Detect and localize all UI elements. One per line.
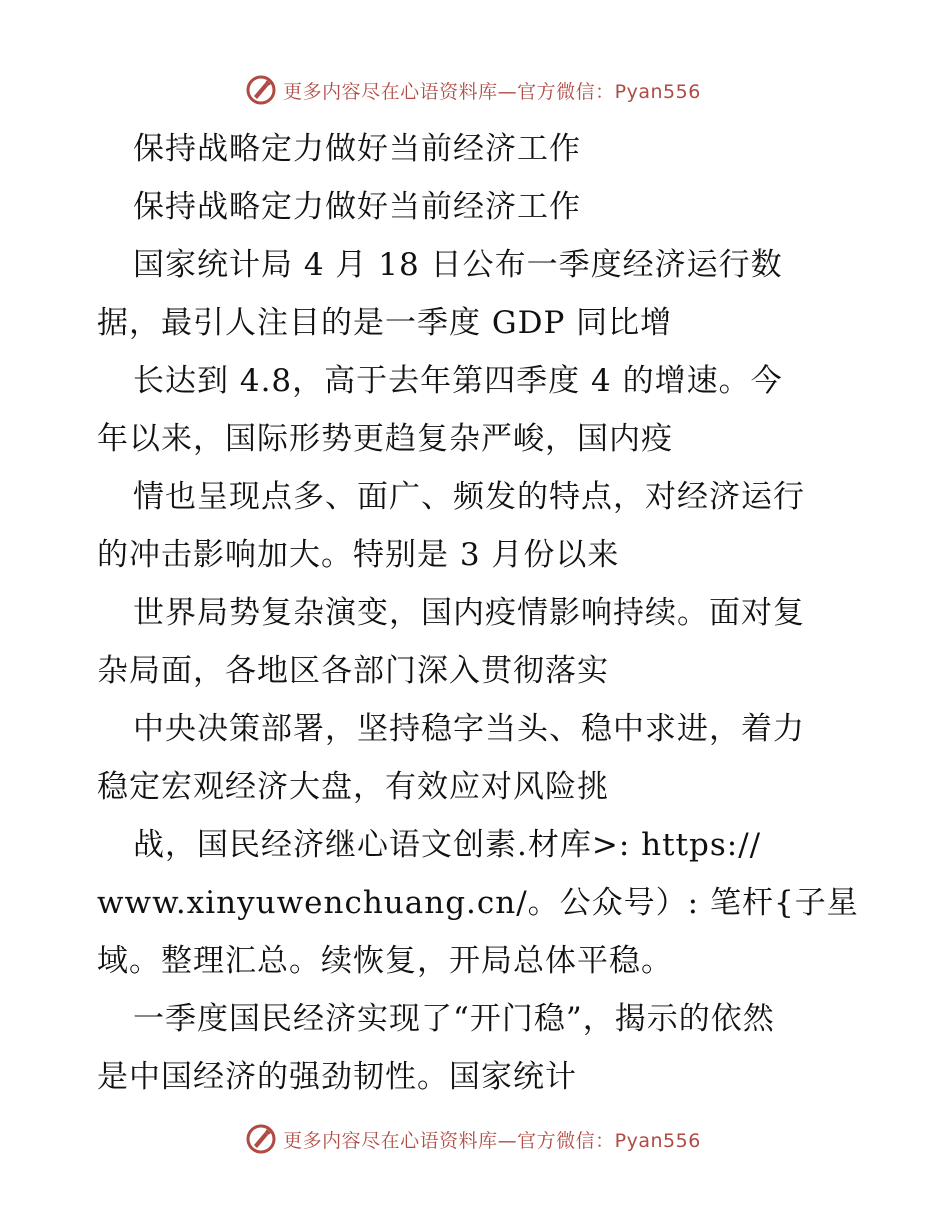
text-line-16: 一季度国民经济实现了“开门稳”，揭示的依然 [133, 1001, 775, 1037]
text-line-7: 情也呈现点多、面广、频发的特点，对经济运行 [133, 479, 805, 515]
text-line-17: 是中国经济的强劲韧性。国家统计 [97, 1059, 577, 1095]
text-line-14: www.xinyuwenchuang.cn/。公众号）: 笔杆{子星 [97, 885, 859, 921]
text-line-13: 战，国民经济继心语文创素.材库>: https:// [133, 827, 762, 863]
text-line-11: 中央决策部署，坚持稳字当头、稳中求进，着力 [133, 711, 805, 747]
text-line-5: 长达到 4.8，高于去年第四季度 4 的增速。今 [133, 363, 783, 399]
header-watermark [0, 70, 950, 110]
pen-seal-logo-icon [245, 1123, 277, 1155]
text-line-12: 稳定宏观经济大盘，有效应对风险挑 [97, 769, 609, 805]
text-line-2: 保持战略定力做好当前经济工作 [133, 189, 581, 225]
text-line-1: 保持战略定力做好当前经济工作 [133, 131, 581, 167]
text-line-15: 域。整理汇总。续恢复，开局总体平稳。 [97, 943, 673, 979]
text-line-10: 杂局面，各地区各部门深入贯彻落实 [97, 653, 609, 689]
text-line-6: 年以来，国际形势更趋复杂严峻，国内疫 [97, 421, 673, 457]
footer-watermark-text: 更多内容尽在心语资料库—官方微信：Pyan556 [283, 1129, 701, 1152]
header-watermark-text: 更多内容尽在心语资料库—官方微信：Pyan556 [283, 80, 701, 103]
text-line-4: 据，最引人注目的是一季度 GDP 同比增 [97, 305, 673, 341]
pen-seal-logo-icon [245, 74, 277, 106]
footer-watermark [0, 1119, 950, 1159]
text-line-8: 的冲击影响加大。特别是 3 月份以来 [97, 537, 620, 573]
text-line-9: 世界局势复杂演变，国内疫情影响持续。面对复 [133, 595, 805, 631]
text-line-3: 国家统计局 4 月 18 日公布一季度经济运行数 [133, 247, 783, 283]
